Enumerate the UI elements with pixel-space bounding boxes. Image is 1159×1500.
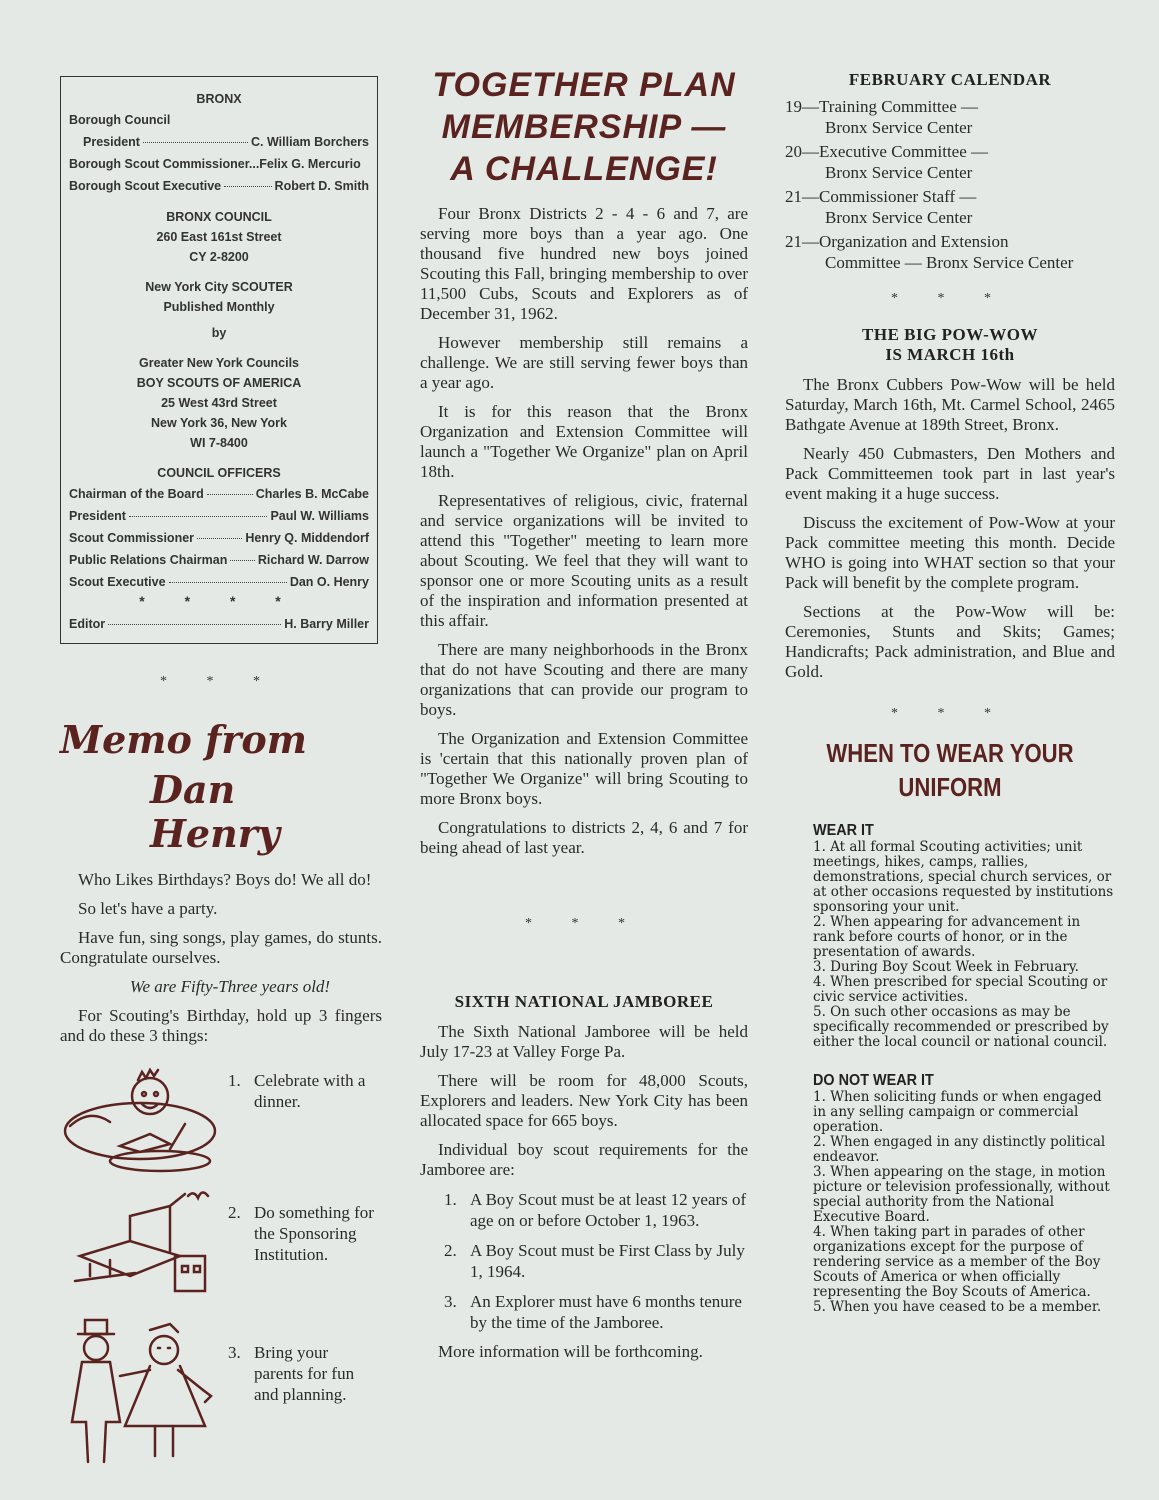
dinner-illustration-icon	[60, 1066, 220, 1176]
separator: * * *	[891, 706, 1009, 721]
calendar-item: 21—Organization and Extension Committee — Bronx Service Center	[785, 232, 1074, 272]
officers-box	[60, 76, 378, 644]
memo-title: Memo from Dan Henry	[60, 717, 307, 856]
officer-row: Borough Scout Commissioner...Felix G. Mercurio	[69, 157, 361, 171]
powwow-body: The Bronx Cubbers Pow-Wow will be held Saturday, March 16th, Mt. Carmel School, 2465 Bathgate Avenue at 189th Street, Bronx. Nearly 450 Cubmasters, Den Mothers and Pack Committeemen took part in last year's event making it a huge success. Discuss the excitement of Pow-Wow at your Pack committee meeting this month. Decide WHO is going into WHAT section so that your Pack will benefit by the complete program. Sections at the Pow-Wow will be: Ceremonies, Stunts and Skits; Games; Handicrafts; Pack administration, and Blue and Gold.	[785, 375, 1115, 681]
box-stars: * * * *	[139, 593, 299, 609]
list-item: 1. A Boy Scout must be at least 12 years of age on or before October 1, 1963.	[444, 1190, 747, 1230]
separator: * * *	[525, 916, 643, 931]
calendar-heading: FEBRUARY CALENDAR	[848, 70, 1052, 89]
officer-row: Borough Scout Executive Robert D. Smith	[69, 179, 369, 193]
calendar-item: 20—Executive Committee — Bronx Service Center	[785, 142, 989, 182]
list-item: 1. Celebrate with a dinner.	[60, 1066, 378, 1176]
list-item: 3. An Explorer must have 6 months tenure by the time of the Jamboree.	[444, 1292, 742, 1332]
officer-row: President C. William Borchers	[83, 135, 369, 149]
powwow-heading: THE BIG POW-WOW IS MARCH 16th	[862, 325, 1038, 364]
officer-row: Public Relations Chairman Richard W. Darrow	[69, 553, 369, 567]
officer-row: Scout Executive Dan O. Henry	[69, 575, 369, 589]
officer-row: Scout Commissioner Henry Q. Middendorf	[69, 531, 369, 545]
box-heading: BRONX	[196, 92, 242, 106]
publication-block: New York City SCOUTER Published Monthly by	[145, 280, 293, 340]
membership-body: Four Bronx Districts 2 - 4 - 6 and 7, are serving more boys than a year ago. One thousand five hundred new boys joined Scouting this Fall, bringing membership to over 11,500 Cubs, Scouts and Explorers as of December 31, 1962. However membership still remains a challenge. We are still serving fewer boys than a year ago. It is for this reason that the Bronx Organization and Extension Committee will launch a "Together We Organize" plan on April 18th. Representatives of religious, civic, fraternal and service organizations will be invited to attend this "Together" meeting to learn more about Scouting. We feel that they will want to sponsor one or more Scouting units as a result of the inspiration and information presented at this affair. There are many neighborhoods in the Bronx that do not have Scouting and there are many organizations that can provide our program to boys. The Organization and Extension Committee is 'certain that this nationally proven plan of "Together We Organize" will bring Scouting to more Bronx boys. Congratulations to districts 2, 4, 6 and 7 for being ahead of last year.	[420, 204, 748, 857]
list-item: 2. Do something for the Sponsoring Institution.	[60, 1186, 378, 1306]
publisher-block: Greater New York Councils BOY SCOUTS OF AMERICA 25 West 43rd Street New York 36, New York WI 7-8400	[136, 356, 302, 450]
officers-heading: COUNCIL OFFICERS	[157, 466, 281, 480]
uniform-heading: WHEN TO WEAR YOUR UNIFORM	[826, 738, 1074, 802]
memo-list	[60, 1066, 378, 1466]
left-column	[60, 76, 382, 1476]
middle-column	[420, 64, 748, 1371]
officer-row: Chairman of the Board Charles B. McCabe	[69, 487, 369, 501]
calendar-list	[785, 96, 1115, 273]
jamboree-requirements	[420, 1189, 748, 1333]
calendar-item: 21—Commissioner Staff — Bronx Service Center	[785, 187, 977, 227]
officer-row: President Paul W. Williams	[69, 509, 369, 523]
separator: * * *	[891, 291, 1009, 306]
right-column	[785, 64, 1115, 1315]
membership-headline: TOGETHER PLAN MEMBERSHIP — A CHALLENGE!	[432, 66, 736, 188]
parents-illustration-icon	[60, 1316, 220, 1466]
building-illustration-icon	[60, 1186, 220, 1306]
officer-row: Borough Council	[69, 113, 171, 127]
separator: * * *	[160, 674, 278, 689]
editor-row: Editor H. Barry Miller	[69, 617, 369, 631]
council-block: BRONX COUNCIL 260 East 161st Street CY 2-8200	[156, 210, 282, 264]
jamboree-body: The Sixth National Jamboree will be held July 17-23 at Valley Forge Pa. There will be room for 48,000 Scouts, Explorers and leaders. New York City has been allocated space for 665 boys. Individual boy scout requirements for the Jamboree are:	[420, 1022, 748, 1179]
wear-it-section: WEAR IT 1. At all formal Scouting activities; unit meetings, hikes, camps, rallies, demonstrations, special church services, or at other occasions requested by institutions sponsoring your unit. 2. When appearing for advancement in rank before courts of honor, or in the presentation of awards. 3. During Boy Scout Week in February. 4. When prescribed for special Scouting or civic service activities. 5. On such other occasions as may be specifically recommended or prescribed by either the local council or national council.	[813, 822, 1114, 1050]
list-item: 2. A Boy Scout must be First Class by July 1, 1964.	[444, 1241, 745, 1281]
calendar-item: 19—Training Committee — Bronx Service Center	[785, 97, 978, 137]
list-item: 3. Bring your parents for fun and planning.	[60, 1316, 378, 1466]
memo-body: Who Likes Birthdays? Boys do! We all do! So let's have a party. Have fun, sing songs, play games, do stunts. Congratulate ourselves. We are Fifty-Three years old! For Scouting's Birthday, hold up 3 fingers and do these 3 things:	[60, 870, 382, 1045]
do-not-wear-section: DO NOT WEAR IT 1. When soliciting funds or when engaged in any selling campaign or commercial operation. 2. When engaged in any distinctly political endeavor. 3. When appearing on the stage, in motion picture or television professionally, without special authority from the National Executive Board. 4. When taking part in parades of other organizations except for the purpose of rendering service as a member of the Boy Scouts of America or when officially representing the Boy Scouts of America. 5. When you have ceased to be a member.	[813, 1072, 1110, 1315]
jamboree-heading: SIXTH NATIONAL JAMBOREE	[454, 992, 714, 1011]
jamboree-closing: More information will be forthcoming.	[438, 1342, 703, 1361]
